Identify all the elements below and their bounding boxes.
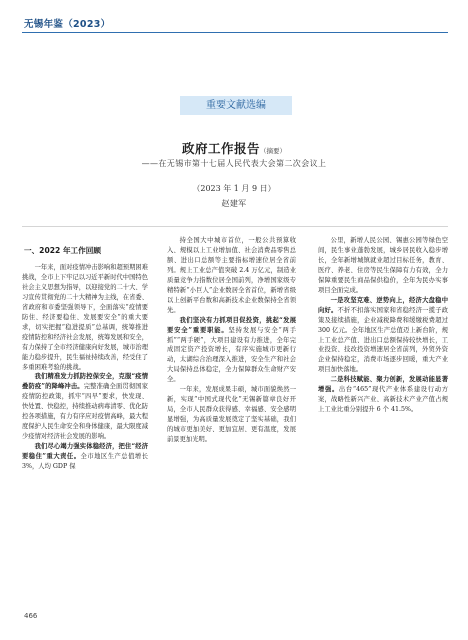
paragraph: 我们精准发力抓防控保安全，克服“疫情叠防疫”的降峰冲击。完整准确全面贯彻国家疫情防控政策，抓牢“四早”要求，快发现、快处置、快稳控，持续推动病毒清零、优化防控各项措施，有力有序应对疫情高峰，最大程度保护人民生命安全和身体健康，最大限度减少疫情对经济社会发展的影响。 <box>22 373 148 441</box>
paragraph: 一年来，发展成果丰硕，城市面貌焕然一新，实现“中国式现代化”无锡新篇章良好开局，全市人民群众获得感、幸福感、安全感明显增强，为高质量发展奠定了坚实基础，我们的城市更加美好、更加宜居、更有温度，发展前景更加光明。 <box>167 386 296 444</box>
paragraph: 公里，新增人民公园、锡惠公园等绿色空间，民生事业蓬勃发展，城乡居民收入稳步增长，全年新增城镇就业超过目标任务，教育、医疗、养老、住房等民生保障有力有效，全力保障重要民生商品保供稳价，全年为民办实事项目全面完成。 <box>318 237 448 294</box>
body-divider <box>22 226 448 227</box>
section-banner: 重要文献选编 <box>180 96 292 115</box>
text-column-2 <box>167 236 296 608</box>
text-column-3 <box>318 236 448 608</box>
document-title: 政府工作报告 <box>181 141 260 156</box>
page-number: 466 <box>24 612 38 620</box>
text-column-1 <box>22 236 148 608</box>
paragraph: 我们尽心竭力强实体稳经济，把住“经济要稳住”重大责任。全市地区生产总值增长 3%，人均 GDP 保 <box>22 443 148 471</box>
document-date: （2023 年 1 月 9 日） <box>192 184 276 193</box>
document-subtitle: ——在无锡市第十七届人民代表大会第二次会议上 <box>141 159 327 168</box>
paragraph: 一是攻坚克难、逆势向上，经济大盘稳中向好。不折不扣落实国家和省稳经济一揽子政策及接续措施，企业减税降费和缓缴税费超过 300 亿元。全年地区生产总值迈上新台阶，规上工业总产值、进出口总额保持较快增长，工业投资、技改投资增速居全省前列，外贸外资企业保持稳定，消费市场逐步回暖，重大产业项目加快落地。 <box>318 296 448 374</box>
title-tag: （摘要） <box>260 147 286 155</box>
paragraph: 我们坚决有力抓项目促投资，挑起“发展要安全”重要职能。坚持发展与安全“两手抓”“两手硬”，大项目建设有力推进，全年完成固定资产投资增长，有序实施城市更新行动，太湖综合治理深入推进，安全生产和社会大局保持总体稳定，全力保障群众生命财产安全。 <box>167 316 296 384</box>
running-head: 无锡年鉴（2023） <box>24 19 111 30</box>
speaker-name: 赵建军 <box>221 199 247 208</box>
paragraph: 持全国大中城市首位，一般公共预算收入、规模以上工业增加值、社会消费品零售总额、进出口总额等主要指标增速位居全省前列。规上工业总产值突破 2.4 万亿元，制造业质量竞争力指数位居全国前列，净增国家级专精特新“小巨人”企业数居全省首位，新增省级以上创新平台数和高新技术企业数保持全省领先。 <box>167 237 296 314</box>
header-rule <box>22 32 448 33</box>
section-heading: 一、2022 年工作回顾 <box>24 246 101 255</box>
paragraph: 二是科技赋能、聚力创新，发展动能显著增强。出台“465”现代产业体系建设行动方案，战略性新兴产业、高新技术产业产值占规上工业比重分别提升 6 个 41.5%。 <box>318 376 448 414</box>
paragraph: 一年来，面对疫情冲击影响和超预期困难挑战，全市上下牢记以习近平新时代中国特色社会主义思想为指导，以迎接党的二十大、学习宣传贯彻党的二十大精神为主线，在省委、省政府和市委坚强领导下，全面落实“疫情要防住、经济要稳住、发展要安全”的重大要求，切实把握“稳进提质”总基调，统筹推进疫情防控和经济社会发展，统筹发展和安全，有力保持了全市经济健康向好发展，城市治理能力稳步提升，民生福祉持续改善，经受住了多重困难考验的挑战。 <box>22 264 148 371</box>
title-block <box>0 138 468 157</box>
